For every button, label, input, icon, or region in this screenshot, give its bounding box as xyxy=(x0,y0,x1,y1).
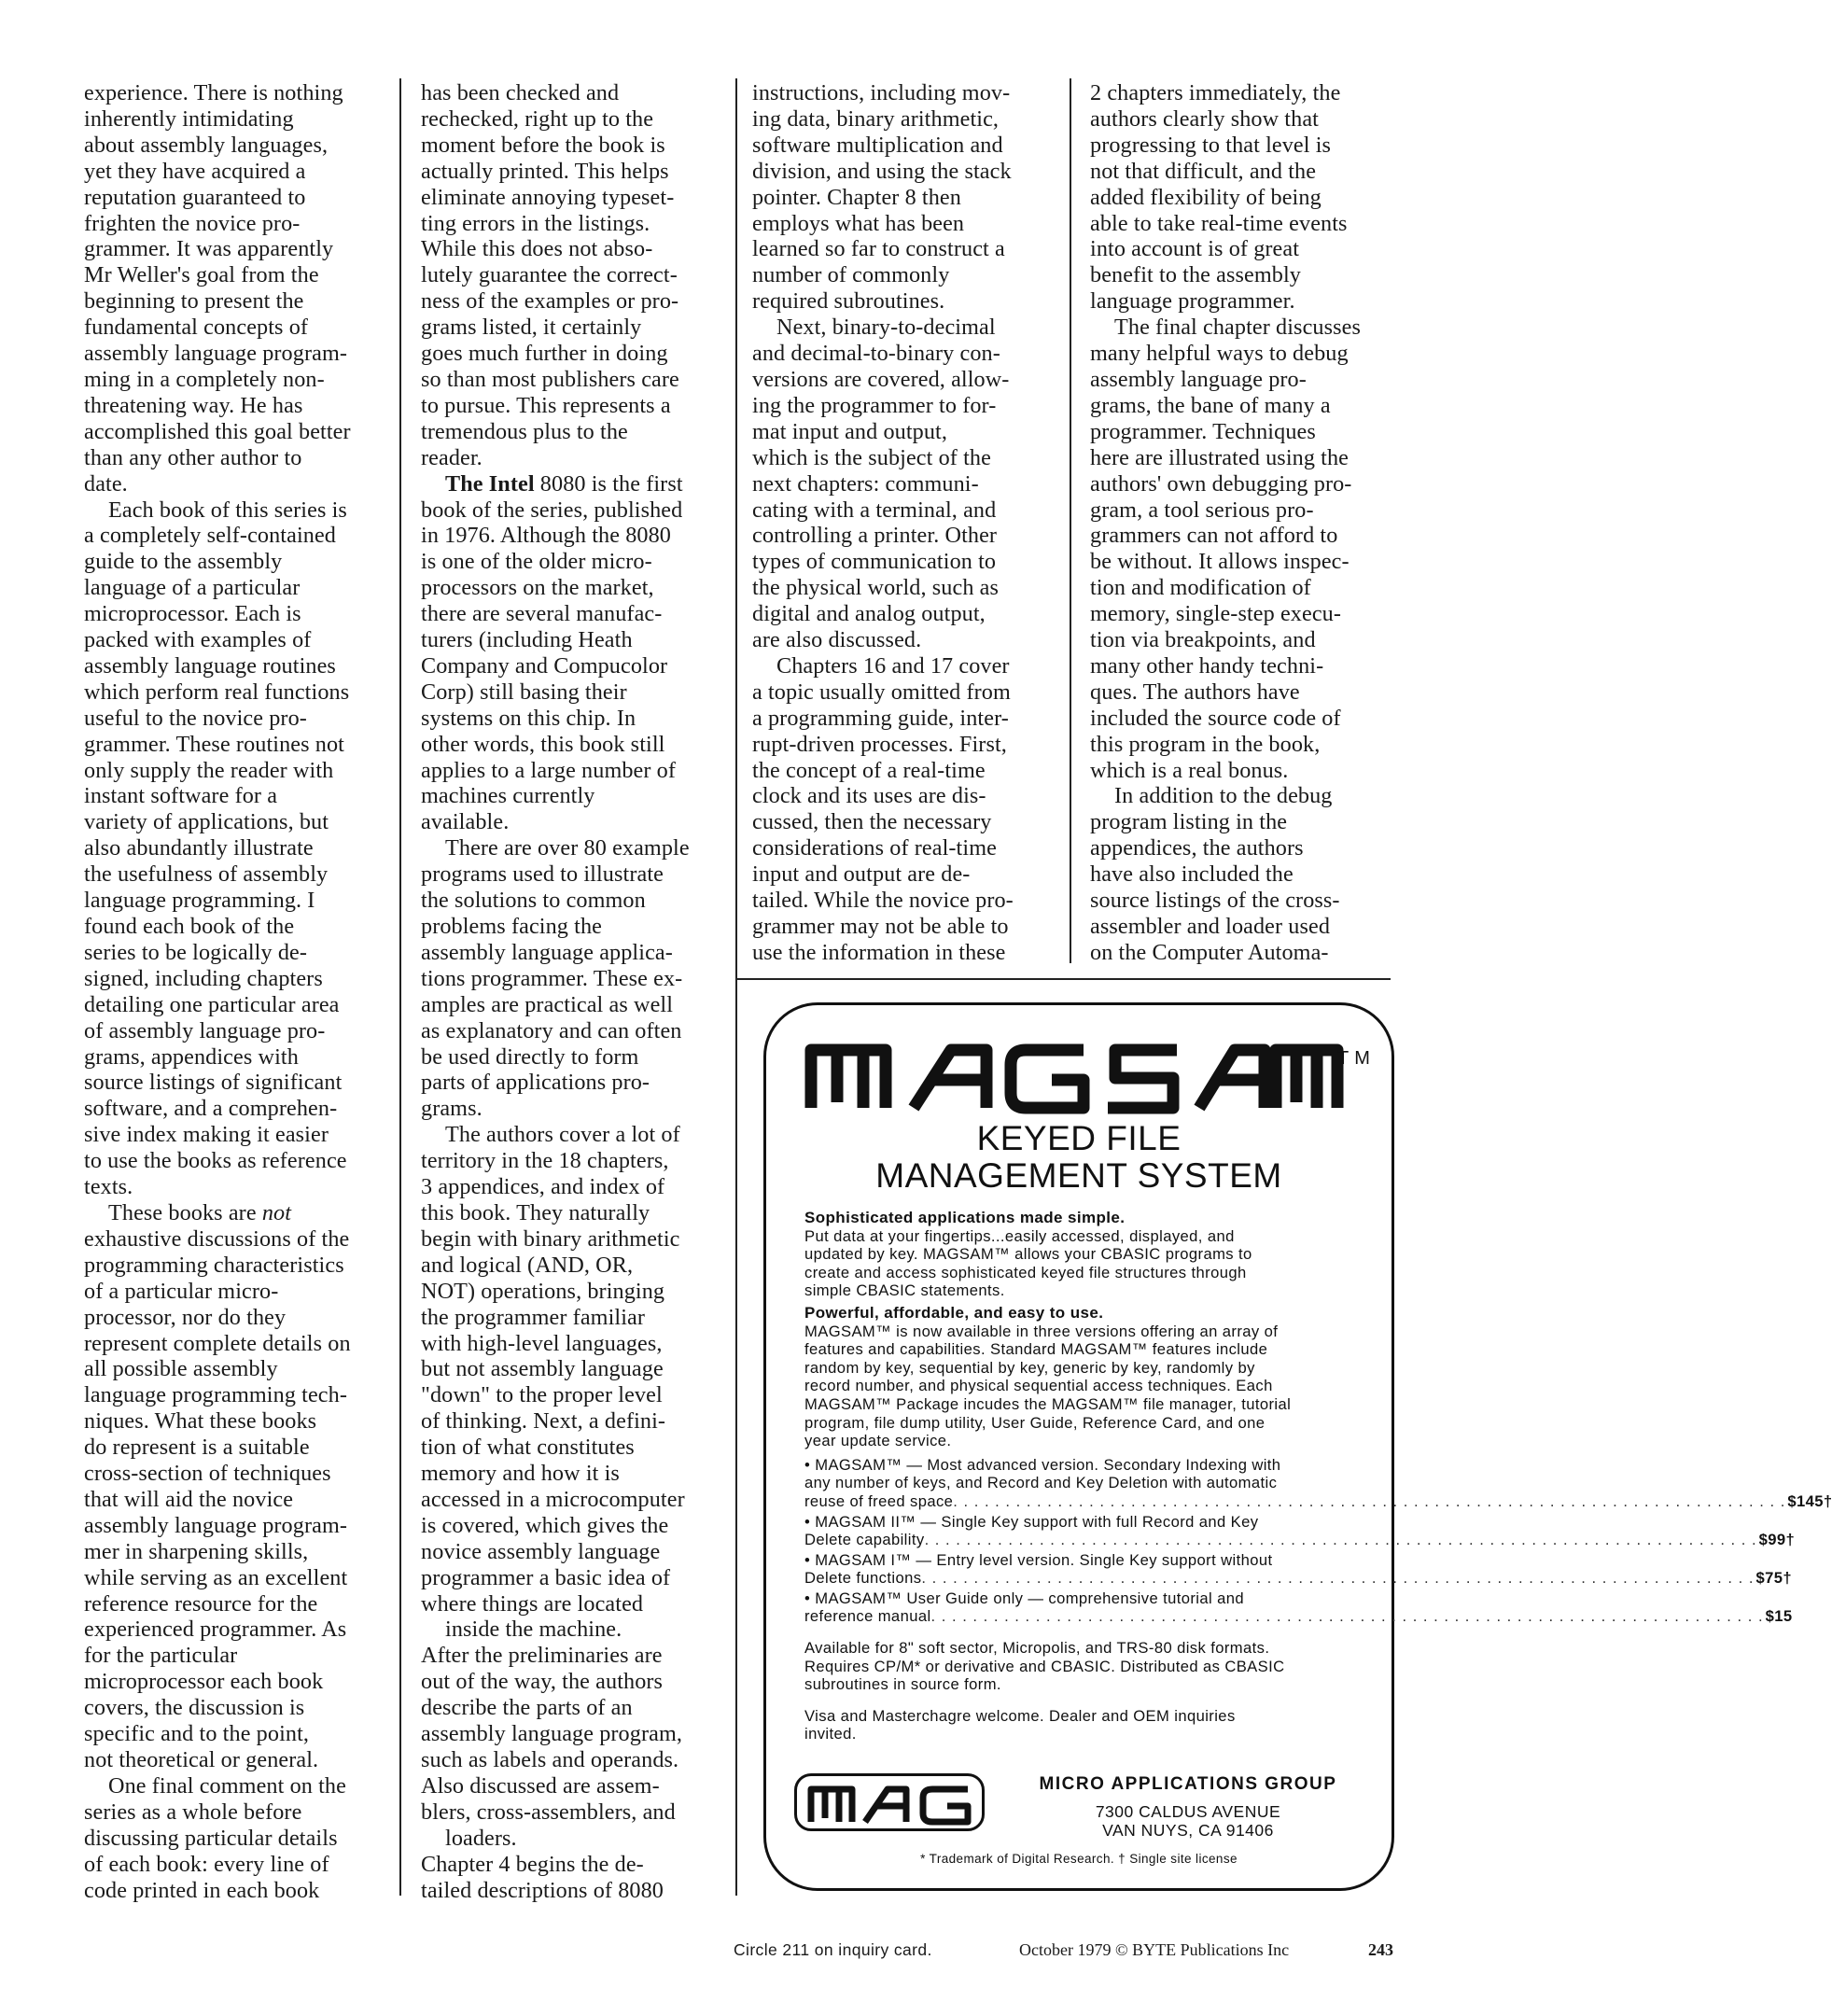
article-line: digital and analog output, xyxy=(752,601,986,627)
column-rule-1 xyxy=(399,78,401,1896)
article-line: not that difficult, and the xyxy=(1090,158,1317,184)
article-line: this program in the book, xyxy=(1090,731,1321,757)
article-line: exhaustive discussions of the xyxy=(84,1225,350,1252)
article-line: mat input and output, xyxy=(752,418,948,444)
article-line: grams. xyxy=(421,1096,482,1122)
article-line: the concept of a real-time xyxy=(752,757,986,783)
article-line: assembly language program, xyxy=(421,1721,683,1747)
product-price: $145† xyxy=(1787,1491,1832,1510)
article-line: types of communication to xyxy=(752,549,997,575)
article-line: moment before the book is xyxy=(421,132,665,158)
company-address-line-1: 7300 CALDUS AVENUE xyxy=(1095,1802,1281,1821)
dot-leader: . . . . . . . . . . . . . . . . . . . . . . . . . . . . . . . . . . . . . . . . . . . . . . . . . . . . . . . . . . . . . . . . . . . . . . . . . . . . . . . . xyxy=(924,1531,1757,1549)
article-line: rupt-driven processes. First, xyxy=(752,731,1007,757)
article-line: of thinking. Next, a defini- xyxy=(421,1408,666,1435)
article-line: to pursue. This represents a xyxy=(421,392,671,418)
article-line: grammers can not afford to xyxy=(1090,523,1338,549)
article-line: number of commonly xyxy=(752,262,950,288)
article-line: do represent is a suitable xyxy=(84,1435,310,1461)
article-line: represent complete details on xyxy=(84,1330,351,1356)
article-line: employs what has been xyxy=(752,210,965,236)
article-line: instant software for a xyxy=(84,783,278,809)
article-line: language programming. I xyxy=(84,888,315,914)
article-line: machines currently xyxy=(421,783,595,809)
ad-subheading-1: Sophisticated applications made simple. xyxy=(804,1209,1126,1226)
article-line: niques. What these books xyxy=(84,1408,317,1435)
article-line: use the information in these xyxy=(752,939,1006,965)
ad-paragraph-1 xyxy=(804,1227,1358,1300)
article-line: The Intel 8080 is the first xyxy=(445,470,683,497)
article-line: begin with binary arithmetic xyxy=(421,1225,680,1252)
ad-paragraph-3 xyxy=(804,1639,1358,1694)
article-line: gram, a tool serious pro- xyxy=(1090,497,1314,523)
article-line: and logical (AND, OR, xyxy=(421,1252,634,1278)
article-line: is one of the older micro- xyxy=(421,549,652,575)
article-line: in 1976. Although the 8080 xyxy=(421,523,671,549)
article-line: many helpful ways to debug xyxy=(1090,341,1349,367)
article-line: turers (including Heath xyxy=(421,627,633,653)
ad-top-rule xyxy=(735,978,1391,980)
article-line: detailing one particular area xyxy=(84,991,340,1017)
product-description: • MAGSAM II™ — Single Key support with full Record and Key xyxy=(804,1512,1259,1531)
article-line: tremendous plus to the xyxy=(421,418,628,444)
article-line: also abundantly illustrate xyxy=(84,835,314,861)
product-description: Delete functions xyxy=(804,1569,922,1588)
article-line: Next, binary-to-decimal xyxy=(776,315,996,341)
issue-date: October 1979 © BYTE Publications Inc xyxy=(1019,1940,1290,1959)
ad-text-line: subroutines in source form. xyxy=(804,1675,1001,1694)
article-line: parts of applications pro- xyxy=(421,1070,650,1096)
product-item xyxy=(804,1512,1796,1549)
ad-text-line: random by key, sequential by key, generic by key, randomly by xyxy=(804,1358,1255,1377)
article-line: the solutions to common xyxy=(421,888,646,914)
ad-text-line: year update service. xyxy=(804,1432,952,1450)
article-line: discussing particular details xyxy=(84,1825,338,1851)
article-line: cross-section of techniques xyxy=(84,1461,331,1487)
article-line: In addition to the debug xyxy=(1114,783,1333,809)
article-line: inherently intimidating xyxy=(84,105,294,132)
product-price-row xyxy=(804,1569,1792,1588)
article-line: programs used to illustrate xyxy=(421,861,664,888)
article-line: describe the parts of an xyxy=(421,1695,633,1721)
article-column-3 xyxy=(752,80,1047,966)
article-line: learned so far to construct a xyxy=(752,236,1005,262)
article-line: Mr Weller's goal from the xyxy=(84,262,319,288)
ad-text-line: MAGSAM™ is now available in three versions offering an array of xyxy=(804,1322,1279,1340)
article-line: appendices, the authors xyxy=(1090,835,1304,861)
ad-text-line: updated by key. MAGSAM™ allows your CBASIC programs to xyxy=(804,1245,1252,1264)
article-line: memory, single-step execu- xyxy=(1090,601,1342,627)
article-line: tions programmer. These ex- xyxy=(421,965,683,991)
ad-footnote: * Trademark of Digital Research. † Single site license xyxy=(920,1852,1238,1866)
article-line: 2 chapters immediately, the xyxy=(1090,80,1341,105)
product-description: • MAGSAM™ User Guide only — comprehensive tutorial and xyxy=(804,1589,1245,1607)
article-line: included the source code of xyxy=(1090,705,1341,731)
product-price: $99† xyxy=(1758,1531,1796,1549)
article-line: Chapters 16 and 17 cover xyxy=(776,652,1010,679)
article-line: novice assembly language xyxy=(421,1538,661,1564)
product-item xyxy=(804,1589,1793,1626)
article-line: After the preliminaries are xyxy=(421,1643,663,1669)
article-line: cating with a terminal, and xyxy=(752,497,997,523)
product-price: $75† xyxy=(1755,1569,1792,1588)
article-line: of assembly language pro- xyxy=(84,1017,326,1043)
ad-product-list xyxy=(804,1455,1832,1626)
article-line: assembly language routines xyxy=(84,652,336,679)
article-line: loaders. xyxy=(445,1825,517,1851)
article-line: but not assembly language xyxy=(421,1356,664,1382)
article-line: software multiplication and xyxy=(752,132,1003,158)
article-line: ting errors in the listings. xyxy=(421,210,650,236)
article-line: tailed. While the novice pro- xyxy=(752,888,1014,914)
article-line: Chapter 4 begins the de- xyxy=(421,1851,644,1877)
article-line: reputation guaranteed to xyxy=(84,184,306,210)
article-line: experience. There is nothing xyxy=(84,80,343,105)
article-line: ing data, binary arithmetic, xyxy=(752,105,1000,132)
article-line: for the particular xyxy=(84,1643,238,1669)
article-line: These books are not xyxy=(108,1199,292,1225)
article-line: division, and using the stack xyxy=(752,158,1012,184)
product-description: reference manual xyxy=(804,1607,931,1626)
article-line: only supply the reader with xyxy=(84,757,334,783)
product-description: reuse of freed space xyxy=(804,1491,954,1510)
article-line: the physical world, such as xyxy=(752,575,1000,601)
dot-leader: . . . . . . . . . . . . . . . . . . . . . . . . . . . . . . . . . . . . . . . . . . . . . . . . . . . . . . . . . . . . . . . . . . . . . . . . . . . . . . . . xyxy=(921,1569,1755,1588)
article-line: have also included the xyxy=(1090,861,1294,888)
article-column-1 xyxy=(84,80,381,1903)
article-line: where things are located xyxy=(421,1590,644,1617)
article-line: authors' own debugging pro- xyxy=(1090,470,1352,497)
article-line: pointer. Chapter 8 then xyxy=(752,184,961,210)
article-line: The final chapter discusses xyxy=(1114,315,1361,341)
article-line: as explanatory and can often xyxy=(421,1017,682,1043)
article-line: code printed in each book xyxy=(84,1877,320,1903)
article-line: microprocessor each book xyxy=(84,1669,324,1695)
article-line: memory and how it is xyxy=(421,1461,620,1487)
article-line: processor, nor do they xyxy=(84,1304,287,1330)
column-rule-3 xyxy=(1070,78,1071,963)
article-line: 3 appendices, and index of xyxy=(421,1174,665,1200)
column-rule-2 xyxy=(735,78,737,1896)
article-line: considerations of real-time xyxy=(752,835,997,861)
article-line: of a particular micro- xyxy=(84,1278,279,1304)
article-line: guide to the assembly xyxy=(84,549,283,575)
article-line: series to be logically de- xyxy=(84,939,308,965)
article-line: tion and modification of xyxy=(1090,575,1311,601)
article-line: benefit to the assembly xyxy=(1090,262,1301,288)
article-line: about assembly languages, xyxy=(84,132,329,158)
article-line: programmer. Techniques xyxy=(1090,418,1316,444)
article-line: grams, appendices with xyxy=(84,1043,299,1070)
article-line: ques. The authors have xyxy=(1090,679,1300,705)
article-line: processors on the market, xyxy=(421,575,654,601)
article-line: not theoretical or general. xyxy=(84,1747,319,1772)
article-line: tion of what constitutes xyxy=(421,1435,635,1461)
article-line: language programmer. xyxy=(1090,288,1295,315)
article-line: assembly language applica- xyxy=(421,939,673,965)
product-description: Delete capability xyxy=(804,1531,925,1549)
article-line: and decimal-to-binary con- xyxy=(752,341,1000,367)
article-line: available. xyxy=(421,809,510,835)
ad-body xyxy=(804,1209,1832,1743)
article-line: "down" to the proper level xyxy=(421,1382,663,1408)
article-line: of each book: every line of xyxy=(84,1851,329,1877)
ad-subheading-2: Powerful, affordable, and easy to use. xyxy=(804,1303,1104,1322)
ad-text-line: simple CBASIC statements. xyxy=(804,1281,1005,1300)
article-line: is covered, which gives the xyxy=(421,1512,669,1538)
article-line: assembly language pro- xyxy=(1090,366,1307,392)
article-line: programmer a basic idea of xyxy=(421,1564,671,1590)
magsam-advertisement xyxy=(763,1002,1832,1891)
article-line: beginning to present the xyxy=(84,288,304,315)
article-line: are also discussed. xyxy=(752,627,922,653)
article-line: so than most publishers care xyxy=(421,366,679,392)
article-line: packed with examples of xyxy=(84,627,312,653)
article-line: out of the way, the authors xyxy=(421,1669,664,1695)
mag-logo xyxy=(794,1773,985,1831)
product-price-row xyxy=(804,1491,1832,1511)
ad-text-line: record number, and physical sequential access techniques. Each xyxy=(804,1377,1273,1395)
article-line: clock and its uses are dis- xyxy=(752,783,986,809)
article-line: fundamental concepts of xyxy=(84,315,309,341)
article-line: mer in sharpening skills, xyxy=(84,1538,309,1564)
article-line: sive index making it easier xyxy=(84,1122,329,1148)
article-line: tion via breakpoints, and xyxy=(1090,627,1316,653)
article-line: One final comment on the xyxy=(108,1772,346,1799)
article-line: source listings of the cross- xyxy=(1090,888,1340,914)
ad-paragraph-2 xyxy=(804,1323,1358,1450)
ad-text-line: create and access sophisticated keyed file structures through xyxy=(804,1263,1247,1281)
product-price-row xyxy=(804,1607,1793,1626)
article-line: problems facing the xyxy=(421,914,602,939)
article-line: specific and to the point, xyxy=(84,1721,310,1747)
article-line: this book. They naturally xyxy=(421,1199,650,1225)
product-item xyxy=(804,1455,1832,1511)
ad-text-line: invited. xyxy=(804,1725,857,1743)
trademark-mark: TM xyxy=(1337,1048,1376,1069)
article-line: useful to the novice pro- xyxy=(84,705,307,731)
ad-headline-2: MANAGEMENT SYSTEM xyxy=(875,1156,1282,1195)
magsam-logo xyxy=(804,1037,1308,1112)
article-line: controlling a printer. Other xyxy=(752,523,998,549)
article-line: blers, cross-assemblers, and xyxy=(421,1799,676,1825)
article-line: While this does not abso- xyxy=(421,236,653,262)
article-line: Also discussed are assem- xyxy=(421,1772,660,1799)
article-line: able to take real-time events xyxy=(1090,210,1348,236)
article-line: cussed, then the necessary xyxy=(752,809,992,835)
article-line: software, and a comprehen- xyxy=(84,1096,338,1122)
article-line: inside the machine. xyxy=(445,1617,622,1643)
article-line: yet they have acquired a xyxy=(84,158,306,184)
article-line: a topic usually omitted from xyxy=(752,679,1011,705)
dot-leader: . . . . . . . . . . . . . . . . . . . . . . . . . . . . . . . . . . . . . . . . . . . . . . . . . . . . . . . . . . . . . . . . . . . . . . . . . . . . . . . . xyxy=(930,1607,1764,1626)
article-line: while serving as an excellent xyxy=(84,1564,348,1590)
article-line: rechecked, right up to the xyxy=(421,105,654,132)
article-line: signed, including chapters xyxy=(84,965,323,991)
article-line: other words, this book still xyxy=(421,731,665,757)
article-line: threatening way. He has xyxy=(84,392,303,418)
article-line: grammer may not be able to xyxy=(752,914,1009,939)
article-line: many other handy techni- xyxy=(1090,652,1324,679)
article-line: all possible assembly xyxy=(84,1356,278,1382)
article-line: with high-level languages, xyxy=(421,1330,663,1356)
article-line: Corp) still basing their xyxy=(421,679,627,705)
dot-leader: . . . . . . . . . . . . . . . . . . . . . . . . . . . . . . . . . . . . . . . . . . . . . . . . . . . . . . . . . . . . . . . . . . . . . . . . . . . . . . . . xyxy=(953,1491,1786,1510)
article-line: frighten the novice pro- xyxy=(84,210,301,236)
article-line: added flexibility of being xyxy=(1090,184,1322,210)
ad-text-line: Requires CP/M* or derivative and CBASIC. Distributed as CBASIC xyxy=(804,1657,1285,1675)
ad-text-line: Available for 8" soft sector, Micropolis, and TRS-80 disk formats. xyxy=(804,1639,1270,1658)
article-line: eliminate annoying typeset- xyxy=(421,184,675,210)
article-line: actually printed. This helps xyxy=(421,158,669,184)
ad-text-line: program, file dump utility, User Guide, Reference Card, and one xyxy=(804,1413,1266,1432)
article-line: tailed descriptions of 8080 xyxy=(421,1877,664,1903)
article-line: has been checked and xyxy=(421,80,620,105)
article-line: accessed in a microcomputer xyxy=(421,1486,685,1512)
article-line: There are over 80 example xyxy=(445,835,690,861)
ad-headline-1: KEYED FILE xyxy=(976,1119,1182,1157)
article-line: territory in the 18 chapters, xyxy=(421,1148,669,1174)
article-line: on the Computer Automa- xyxy=(1090,939,1329,965)
article-line: lutely guarantee the correct- xyxy=(421,262,678,288)
article-line: Company and Compucolor xyxy=(421,652,668,679)
product-item xyxy=(804,1550,1792,1588)
ad-paragraph-4 xyxy=(804,1707,1358,1743)
article-line: be without. It allows inspec- xyxy=(1090,549,1350,575)
ad-text-line: Put data at your fingertips...easily accessed, displayed, and xyxy=(804,1226,1235,1245)
article-line: that will aid the novice xyxy=(84,1486,294,1512)
ad-text-line: features and capabilities. Standard MAGSAM™ features include xyxy=(804,1340,1268,1359)
product-price: $15 xyxy=(1765,1607,1793,1626)
article-column-4 xyxy=(1090,80,1387,966)
article-line: which is a real bonus. xyxy=(1090,757,1289,783)
article-line: amples are practical as well xyxy=(421,991,674,1017)
ad-text-line: MAGSAM™ Package incudes the MAGSAM™ file manager, tutorial xyxy=(804,1394,1292,1413)
article-line: there are several manufac- xyxy=(421,601,663,627)
article-line: variety of applications, but xyxy=(84,809,329,835)
article-line: ness of the examples or pro- xyxy=(421,288,679,315)
article-line: a programming guide, inter- xyxy=(752,705,1009,731)
article-line: which is the subject of the xyxy=(752,444,991,470)
article-line: be used directly to form xyxy=(421,1043,639,1070)
article-line: than any other author to xyxy=(84,444,302,470)
article-line: the usefulness of assembly xyxy=(84,861,329,888)
article-line: ing the programmer to for- xyxy=(752,392,997,418)
article-line: grams, the bane of many a xyxy=(1090,392,1331,418)
ad-text-line: Visa and Masterchagre welcome. Dealer and OEM inquiries xyxy=(804,1706,1236,1725)
article-column-2 xyxy=(421,80,720,1903)
article-line: date. xyxy=(84,470,128,497)
article-line: The authors cover a lot of xyxy=(445,1122,680,1148)
article-line: grammer. These routines not xyxy=(84,731,345,757)
product-description: • MAGSAM™ — Most advanced version. Secondary Indexing with xyxy=(804,1455,1281,1474)
article-line: which perform real functions xyxy=(84,679,350,705)
article-line: found each book of the xyxy=(84,914,295,939)
article-line: grammer. It was apparently xyxy=(84,236,334,262)
article-line: goes much further in doing xyxy=(421,341,668,367)
article-line: versions are covered, allow- xyxy=(752,366,1010,392)
article-line: Each book of this series is xyxy=(108,497,347,523)
article-line: series as a whole before xyxy=(84,1799,302,1825)
article-line: next chapters: communi- xyxy=(752,470,979,497)
article-line: progressing to that level is xyxy=(1090,132,1332,158)
article-line: language programming tech- xyxy=(84,1382,347,1408)
article-line: assembler and loader used xyxy=(1090,914,1331,939)
article-line: program listing in the xyxy=(1090,809,1288,835)
page-number: 243 xyxy=(1368,1940,1393,1959)
article-line: ming in a completely non- xyxy=(84,366,325,392)
article-line: texts. xyxy=(84,1174,133,1200)
article-line: covers, the discussion is xyxy=(84,1695,305,1721)
product-description: • MAGSAM I™ — Entry level version. Single Key support without xyxy=(804,1550,1273,1569)
article-line: assembly language program- xyxy=(84,341,348,367)
product-description: any number of keys, and Record and Key Deletion with automatic xyxy=(804,1474,1278,1492)
article-line: here are illustrated using the xyxy=(1090,444,1350,470)
article-line: the programmer familiar xyxy=(421,1304,646,1330)
article-line: a completely self-contained xyxy=(84,523,336,549)
article-line: instructions, including mov- xyxy=(752,80,1011,105)
product-price-row xyxy=(804,1531,1796,1549)
article-line: grams listed, it certainly xyxy=(421,315,642,341)
article-line: applies to a large number of xyxy=(421,757,677,783)
article-line: NOT) operations, bringing xyxy=(421,1278,665,1304)
article-line: accomplished this goal better xyxy=(84,418,351,444)
article-line: language of a particular xyxy=(84,575,301,601)
article-line: reference resource for the xyxy=(84,1590,318,1617)
company-name: MICRO APPLICATIONS GROUP xyxy=(1039,1774,1337,1794)
article-line: book of the series, published xyxy=(421,497,683,523)
article-line: required subroutines. xyxy=(752,288,945,315)
article-line: to use the books as reference xyxy=(84,1148,347,1174)
company-address-line-2: VAN NUYS, CA 91406 xyxy=(1102,1821,1274,1840)
article-line: microprocessor. Each is xyxy=(84,601,301,627)
article-line: into account is of great xyxy=(1090,236,1300,262)
article-line: reader. xyxy=(421,444,482,470)
article-line: such as labels and operands. xyxy=(421,1747,679,1772)
article-line: experienced programmer. As xyxy=(84,1617,347,1643)
article-line: authors clearly show that xyxy=(1090,105,1319,132)
inquiry-card-note: Circle 211 on inquiry card. xyxy=(734,1940,932,1959)
article-line: input and output are de- xyxy=(752,861,971,888)
article-line: systems on this chip. In xyxy=(421,705,636,731)
article-line: programming characteristics xyxy=(84,1252,344,1278)
article-line: assembly language program- xyxy=(84,1512,348,1538)
article-line: source listings of significant xyxy=(84,1070,343,1096)
